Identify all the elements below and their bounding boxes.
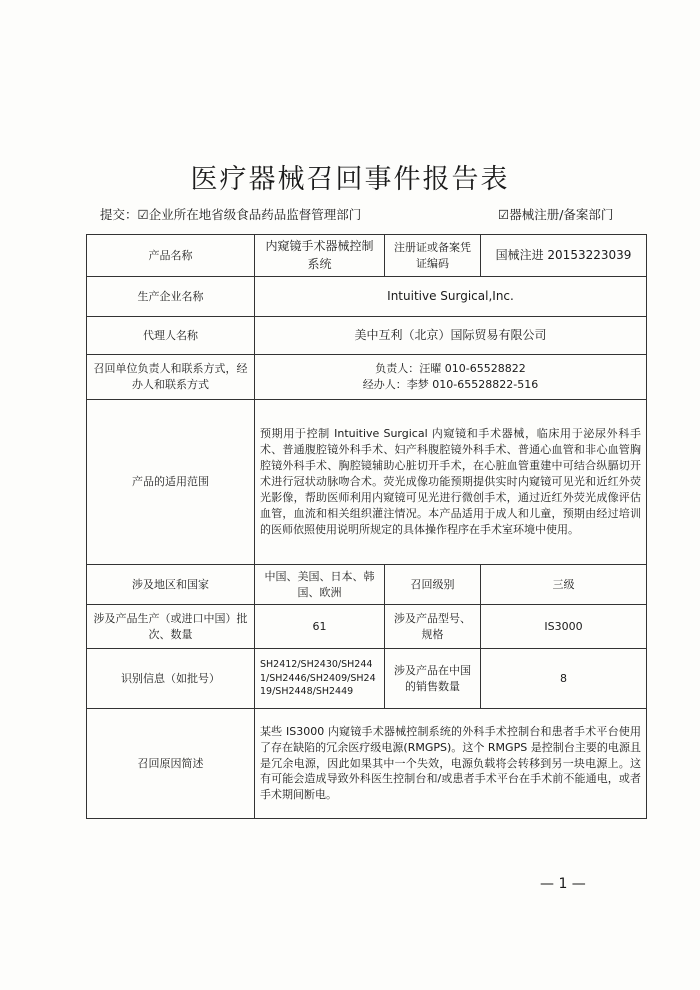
table-row xyxy=(87,277,647,317)
table-row xyxy=(87,400,647,565)
submit-to-registration: ☑器械注册/备案部门 xyxy=(498,207,614,222)
model-value: IS3000 xyxy=(481,605,647,649)
level-value: 三级 xyxy=(481,565,647,605)
product-name-label: 产品名称 xyxy=(87,235,255,277)
submit-to-provincial: 提交：☑企业所在地省级食品药品监督管理部门 xyxy=(100,207,362,222)
contact-value xyxy=(255,355,647,400)
agent-label: 代理人名称 xyxy=(87,317,255,355)
table-row xyxy=(87,317,647,355)
table-row xyxy=(87,605,647,649)
agent-value: 美中互利（北京）国际贸易有限公司 xyxy=(255,317,647,355)
table-row xyxy=(87,565,647,605)
reason-label: 召回原因简述 xyxy=(87,709,255,819)
scope-label: 产品的适用范围 xyxy=(87,400,255,565)
region-label: 涉及地区和国家 xyxy=(87,565,255,605)
contact-label: 召回单位负责人和联系方式，经办人和联系方式 xyxy=(87,355,255,400)
sales-value: 8 xyxy=(481,649,647,709)
sales-label: 涉及产品在中国的销售数量 xyxy=(385,649,481,709)
table-row xyxy=(87,709,647,819)
contact-line-1: 负责人：汪曜 010-65528822 xyxy=(375,362,526,376)
registration-number-value: 国械注进 20153223039 xyxy=(481,235,647,277)
manufacturer-value: Intuitive Surgical,Inc. xyxy=(255,277,647,317)
batch-value: 61 xyxy=(255,605,385,649)
level-label: 召回级别 xyxy=(385,565,481,605)
product-name-value: 内窥镜手术器械控制系统 xyxy=(255,235,385,277)
table-row xyxy=(87,235,647,277)
manufacturer-label: 生产企业名称 xyxy=(87,277,255,317)
contact-line-2: 经办人：李梦 010-65528822-516 xyxy=(362,378,539,391)
table-row xyxy=(87,649,647,709)
batch-label: 涉及产品生产（或进口中国）批次、数量 xyxy=(87,605,255,649)
table-row xyxy=(87,355,647,400)
page-number: — 1 — xyxy=(540,876,586,892)
identification-value: SH2412/SH2430/SH2441/SH2446/SH2409/SH2419/SH2448/SH2449 xyxy=(255,649,385,709)
reason-value: 某些 IS3000 内窥镜手术器械控制系统的外科手术控制台和患者手术平台使用了存在缺陷的冗余医疗级电源(RMGPS)。这个 RMGPS 是控制台主要的电源且是冗余电源，因此如果其中一个失效，电源负载将会转移到另一块电源上。这有可能会造成导致外科医生控制台和/或患者手术平台在手术前不能通电，或者手术期间断电。 xyxy=(255,709,647,819)
recall-report-table xyxy=(86,234,647,819)
scope-value: 预期用于控制 Intuitive Surgical 内窥镜和手术器械，临床用于泌尿外科手术、普通腹腔镜外科手术、妇产科腹腔镜外科手术、普通心血管和非心血管胸腔镜外科手术、胸腔镜辅助心脏切开手术，在心脏血管重建中可结合纵膈切开术进行冠状动脉吻合术。荧光成像功能预期提供实时内窥镜可见光和近红外荧光影像，帮助医师利用内窥镜可见光进行微创手术，通过近红外荧光成像评估血管，血流和相关组织灌注情况。本产品适用于成人和儿童，预期由经过培训的医师依照使用说明所规定的具体操作程序在手术室环境中使用。 xyxy=(255,400,647,565)
region-value: 中国、美国、日本、韩国、欧洲 xyxy=(255,565,385,605)
page-title: 医疗器械召回事件报告表 xyxy=(190,164,510,195)
model-label: 涉及产品型号、规格 xyxy=(385,605,481,649)
registration-number-label: 注册证或备案凭证编码 xyxy=(385,235,481,277)
identification-label: 识别信息（如批号） xyxy=(87,649,255,709)
